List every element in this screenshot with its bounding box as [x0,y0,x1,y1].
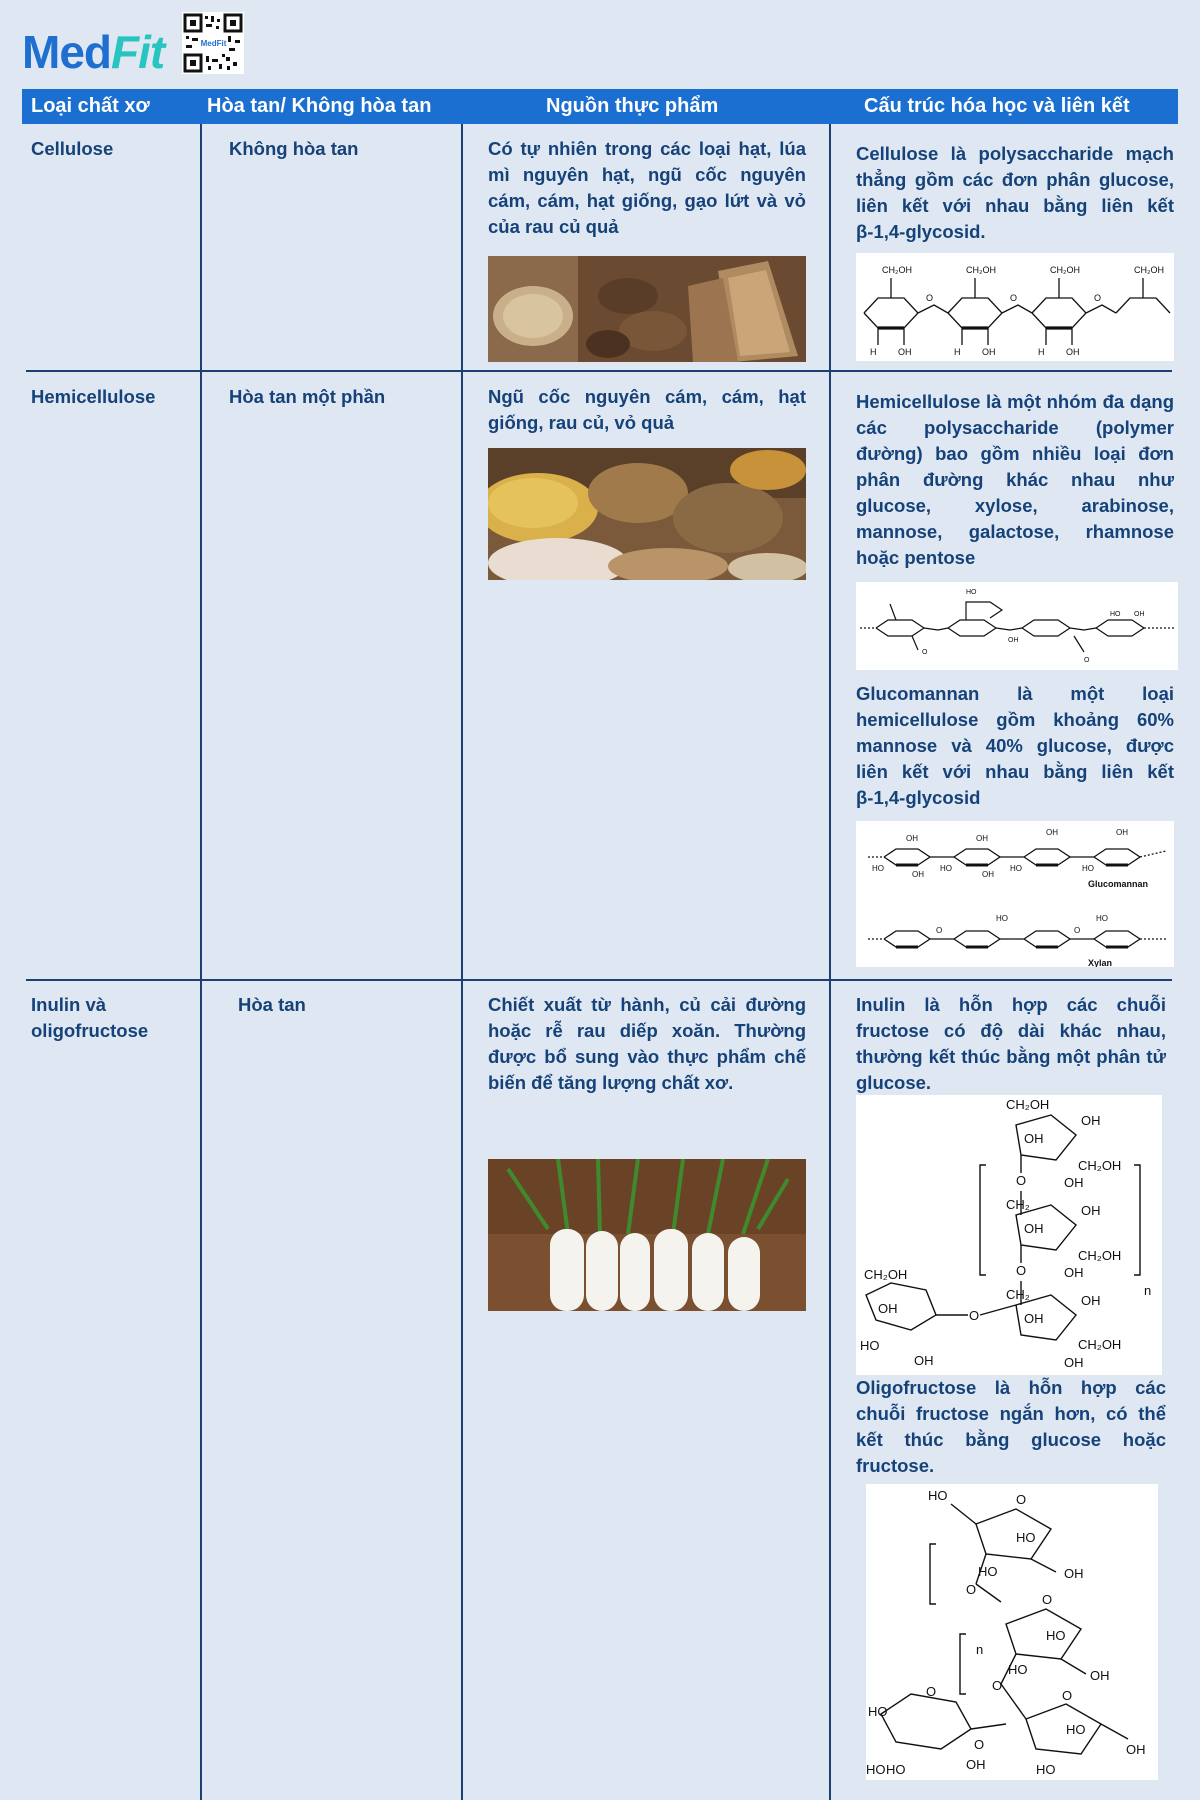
svg-text:HO: HO [966,589,977,596]
svg-text:O: O [1016,1492,1027,1507]
svg-text:HO: HO [1016,1530,1036,1545]
cereal-bran-grains-photo [488,448,806,580]
row-hemicellulose-glucomannan-text: Glucomannan là một loại hemicellulose gồm khoảng 60% mannose và 40% glucose, được liên kết với nhau bằng liên kết β-1,4-glycosid [856,683,1174,808]
svg-text:OH: OH [1066,347,1080,357]
oligofructose-structure-diagram [866,1484,1158,1780]
svg-text:HO: HO [996,914,1008,923]
table-header [22,89,1178,124]
svg-text:OH: OH [1046,828,1058,837]
svg-text:HO: HO [886,1762,906,1777]
svg-text:O: O [922,649,928,656]
row-cellulose-solubility: Không hòa tan [229,138,359,159]
row-hemicellulose-sources: Ngũ cốc nguyên cám, cám, hạt giống, rau củ, vỏ quả [488,386,806,433]
svg-text:OH: OH [1081,1293,1101,1308]
svg-text:HO: HO [1008,1662,1028,1677]
svg-text:OH: OH [1008,637,1019,644]
svg-text:OH: OH [1024,1221,1044,1236]
grid-vline-3 [829,124,831,1800]
svg-text:OH: OH [1081,1113,1101,1128]
svg-text:HO: HO [1046,1628,1066,1643]
logo-text-fit: Fit [111,26,165,78]
row-hemicellulose-type: Hemicellulose [31,386,156,407]
row-inulin-sources: Chiết xuất từ hành, củ cải đường hoặc rễ rau diếp xoăn. Thường được bổ sung vào thực phẩm chế biến để tăng lượng chất xơ. [488,994,806,1093]
cellulose-structure-diagram [856,253,1174,361]
svg-text:HO: HO [928,1488,948,1503]
svg-text:OH: OH [1064,1265,1084,1280]
svg-text:O: O [1094,293,1102,303]
svg-text:O: O [1016,1263,1027,1278]
header-col-solubility: Hòa tan/ Không hòa tan [207,95,432,117]
svg-text:CH₂OH: CH₂OH [966,265,996,275]
svg-text:OH: OH [1134,611,1145,618]
svg-text:OH: OH [1081,1203,1101,1218]
svg-text:n: n [976,1642,984,1657]
row-cellulose-structure: Cellulose là polysaccharide mạch thẳng gồm các đơn phân glucose, liên kết với nhau bằng liên kết β-1,4-glycosid. [856,143,1174,242]
svg-text:OH: OH [982,347,996,357]
svg-text:OH: OH [878,1301,898,1316]
svg-text:HO: HO [1096,914,1108,923]
svg-text:OH: OH [1064,1355,1084,1370]
svg-text:OH: OH [912,870,924,879]
glucomannan-label: Glucomannan [1088,879,1149,889]
svg-text:HO: HO [1036,1762,1056,1777]
svg-text:HO: HO [1110,611,1121,618]
svg-text:OH: OH [898,347,912,357]
svg-text:n: n [1144,1283,1152,1298]
grid-vline-1 [200,124,202,1800]
svg-text:HO: HO [866,1762,886,1777]
svg-text:OH: OH [1116,828,1128,837]
svg-text:H: H [870,347,877,357]
svg-text:H: H [954,347,961,357]
inulin-structure-diagram [856,1095,1162,1375]
svg-text:O: O [969,1308,980,1323]
svg-text:OH: OH [976,834,988,843]
svg-text:OH: OH [1090,1668,1110,1683]
row-oligofructose-structure: Oligofructose là hỗn hợp các chuỗi fructose ngắn hơn, có thể kết thúc bằng glucose hoặc fructose. [856,1377,1166,1476]
row-inulin-type: Inulin và oligofructose [31,994,149,1041]
row-hemicellulose-solubility: Hòa tan một phần [229,386,386,407]
svg-text:OH: OH [1064,1566,1084,1581]
svg-text:CH₂OH: CH₂OH [864,1267,908,1282]
svg-text:HO: HO [872,864,884,873]
svg-text:OH: OH [966,1757,986,1772]
logo-text-med: Med [22,26,111,78]
glucomannan-xylan-diagram [856,821,1174,967]
svg-text:OH: OH [1024,1311,1044,1326]
svg-text:OH: OH [1024,1131,1044,1146]
svg-text:CH₂: CH₂ [1006,1287,1030,1302]
svg-text:O: O [992,1678,1003,1693]
svg-text:O: O [966,1582,977,1597]
header-col-fiber-type: Loại chất xơ [31,95,150,117]
svg-text:HO: HO [860,1338,880,1353]
svg-text:O: O [1016,1173,1027,1188]
hemicellulose-structure-diagram [856,582,1178,670]
xylan-label: Xylan [1088,958,1113,967]
svg-text:CH₂: CH₂ [1006,1197,1030,1212]
svg-text:O: O [936,926,943,935]
svg-text:OH: OH [1126,1742,1146,1757]
svg-text:OH: OH [1064,1175,1084,1190]
svg-text:OH: OH [906,834,918,843]
svg-text:CH₂OH: CH₂OH [1134,265,1164,275]
header-col-chemical-structure: Cấu trúc hóa học và liên kết [864,95,1130,117]
row-inulin-solubility: Hòa tan [238,994,306,1015]
svg-text:CH₂OH: CH₂OH [1078,1158,1122,1173]
svg-text:H: H [1038,347,1045,357]
svg-text:O: O [1074,926,1081,935]
svg-text:HO: HO [940,864,952,873]
svg-text:CH₂OH: CH₂OH [1050,265,1080,275]
svg-text:OH: OH [982,870,994,879]
grid-vline-2 [461,124,463,1800]
qr-center-label: MedFit [200,39,227,48]
qr-code [182,12,244,74]
svg-text:CH₂OH: CH₂OH [1006,1097,1050,1112]
svg-text:OH: OH [914,1353,934,1368]
medfit-logo[interactable] [22,22,164,82]
row-inulin-structure: Inulin là hỗn hợp các chuỗi fructose có độ dài khác nhau, thường kết thúc bằng một phân tử glucose. [856,994,1166,1093]
svg-text:HO: HO [978,1564,998,1579]
svg-text:CH₂OH: CH₂OH [1078,1248,1122,1263]
svg-text:CH₂OH: CH₂OH [1078,1337,1122,1352]
row-hemicellulose-structure: Hemicellulose là một nhóm đa dạng các polysaccharide (polymer đường) bao gồm nhiều loại đơn phân đường khác nhau như glucose, xylose, arabinose, mannose, galactose, rhamnose hoặc pentose [856,391,1174,568]
row-divider-1 [26,370,1172,372]
svg-text:O: O [974,1737,985,1752]
row-divider-2 [26,979,1172,981]
svg-text:CH₂OH: CH₂OH [882,265,912,275]
svg-text:O: O [1010,293,1018,303]
svg-text:O: O [1042,1592,1053,1607]
row-cellulose-type: Cellulose [31,138,114,159]
svg-text:O: O [926,293,934,303]
white-radish-photo [488,1159,806,1311]
whole-grain-bread-photo [488,256,806,362]
svg-text:O: O [1062,1688,1073,1703]
svg-text:HO: HO [1082,864,1094,873]
svg-text:O: O [1084,657,1090,664]
svg-text:HO: HO [868,1704,888,1719]
svg-text:HO: HO [1010,864,1022,873]
svg-text:O: O [926,1684,937,1699]
header-col-food-sources: Nguồn thực phẩm [546,95,719,117]
row-cellulose-sources: Có tự nhiên trong các loại hạt, lúa mì nguyên hạt, ngũ cốc nguyên cám, cám, hạt giống, gạo lứt và vỏ của rau củ quả [488,138,806,237]
svg-text:HO: HO [1066,1722,1086,1737]
